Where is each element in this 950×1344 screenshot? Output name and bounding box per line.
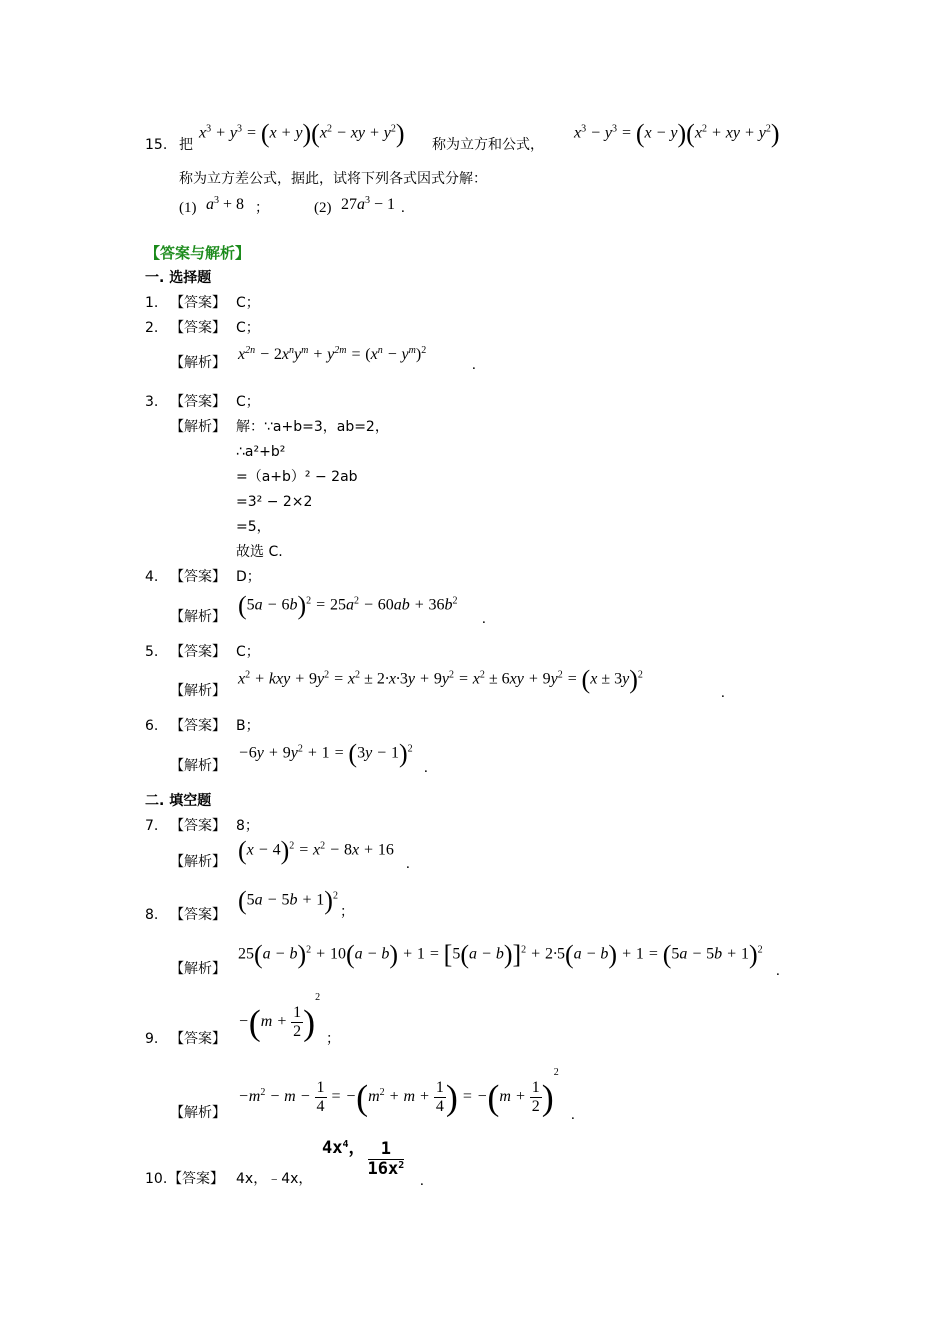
item7-analysis-formula: $(x - 4)^2 = x^2 - 8x + 16$ — [238, 836, 394, 865]
item2-analysis-formula: $x^{2n} - 2x^ny^m + y^{2m} = (x^n - y^m)^2$ — [238, 345, 427, 363]
item4-analysis-tag: 【解析】 — [170, 609, 226, 625]
item3-answer-tag: 【答案】 — [170, 394, 226, 410]
item7-number: 7. — [145, 818, 159, 834]
q15-p1-expr: $a^3 + 8$ — [206, 195, 245, 213]
item3-number: 3. — [145, 394, 159, 410]
item7-analysis-tag: 【解析】 — [170, 854, 226, 870]
item9-number: 9. — [145, 1031, 159, 1047]
item4-number: 4. — [145, 569, 159, 585]
section-choice-title: 一. 选择题 — [145, 270, 212, 286]
q15-sum-formula: $x^3 + y^3 = (x + y)(x^2$ − xy + $y^2$) — [199, 119, 405, 148]
item6-analysis-formula: $-6y + 9y^2 + 1 = (3y - 1)^2$ — [238, 739, 413, 768]
item6-end: . — [424, 760, 428, 776]
item3-step-2: ∴a²+b² — [236, 444, 286, 460]
item7-answer: 8； — [236, 818, 259, 834]
item3-step-6: 故选 C. — [236, 544, 283, 560]
item2-end: . — [472, 357, 476, 373]
item9-analysis-tag: 【解析】 — [170, 1105, 226, 1121]
q15-p2-end: . — [401, 200, 405, 216]
item10-number: 10. — [145, 1171, 168, 1187]
item6-answer: B； — [236, 718, 260, 734]
item9-answer-tag: 【答案】 — [170, 1031, 226, 1047]
item7-answer-tag: 【答案】 — [170, 818, 226, 834]
item3-analysis-tag: 【解析】 — [170, 419, 226, 435]
section-fill-title: 二. 填空题 — [145, 793, 212, 809]
q15-p2-expr: $27a^3 - 1$ — [341, 195, 396, 213]
item1-answer-tag: 【答案】 — [170, 295, 226, 311]
item2-number: 2. — [145, 320, 159, 336]
item8-analysis-formula: $25(a - b)^2 + 10(a - b) + 1 = [5(a - b)]^2 + 2\cdot 5(a - b) + 1 = (5a - 5b + 1)^2$ — [238, 940, 763, 969]
item3-step-4: =3² − 2×2 — [236, 494, 313, 510]
item1-number: 1. — [145, 295, 159, 311]
item4-end: . — [482, 611, 486, 627]
item10-end: . — [420, 1173, 424, 1189]
item8-end: . — [776, 963, 780, 979]
item7-end: . — [406, 856, 410, 872]
q15-p2-label: (2) — [314, 200, 332, 216]
item4-answer: D； — [236, 569, 261, 585]
item1-answer: C； — [236, 295, 260, 311]
answers-header: 【答案与解析】 — [145, 244, 251, 262]
item2-analysis-tag: 【解析】 — [170, 355, 226, 371]
item5-answer: C； — [236, 644, 260, 660]
item5-number: 5. — [145, 644, 159, 660]
item5-answer-tag: 【答案】 — [170, 644, 226, 660]
item10-answer-formula: $4x^4$， $\frac{1}{16x^2}$ — [322, 1138, 405, 1179]
item9-analysis-formula: $-m^2 - m$ − $\frac{1}{4}$ = $-(m^2 + m$ + $\frac{1}{4}$ ) = −(m + $\frac{1}{2}$ )$^2$ — [238, 1067, 559, 1118]
item10-answer: 4x，﹣4x， — [236, 1171, 313, 1187]
item8-answer-tag: 【答案】 — [170, 907, 226, 923]
q15-mid-text: 称为立方和公式， — [432, 137, 544, 153]
q15-p1-end: ； — [255, 200, 269, 216]
q15-number: 15. — [145, 137, 168, 153]
item9-answer-end: ； — [326, 1031, 340, 1047]
item8-answer-end: ； — [340, 904, 354, 920]
item5-analysis-tag: 【解析】 — [170, 683, 226, 699]
item10-answer-tag: 【答案】 — [168, 1171, 224, 1187]
item6-analysis-tag: 【解析】 — [170, 758, 226, 774]
q15-line2: 称为立方差公式，据此，试将下列各式因式分解： — [179, 171, 487, 187]
item3-step-3: =（a+b）² − 2ab — [236, 469, 358, 485]
item5-end: . — [721, 685, 725, 701]
item6-answer-tag: 【答案】 — [170, 718, 226, 734]
item2-answer-tag: 【答案】 — [170, 320, 226, 336]
item4-analysis-formula: $(5a - 6b)^2 = 25a^2 - 60ab + 36b^2$ — [238, 591, 458, 620]
item2-answer: C； — [236, 320, 260, 336]
item9-answer-formula: −(m + $\frac{1}{2}$ )$^2$ — [238, 992, 321, 1043]
q15-ba: 把 — [179, 137, 193, 153]
item3-answer: C； — [236, 394, 260, 410]
item5-analysis-formula: $x^2$ + kxy + $9y^2 = x^2 \pm 2\cdot x\cdot 3y + 9y^2 = x^2 \pm 6xy + 9y^2 = (x \pm 3y)^2$ — [238, 665, 643, 694]
item8-analysis-tag: 【解析】 — [170, 961, 226, 977]
q15-diff-formula: $x^3 - y^3 = (x - y)(x^2$ + xy + $y^2$) — [574, 119, 780, 148]
item8-answer-formula: $(5a - 5b + 1)^2$ — [238, 886, 338, 915]
item8-number: 8. — [145, 907, 159, 923]
item3-step-5: =5， — [236, 519, 271, 535]
item4-answer-tag: 【答案】 — [170, 569, 226, 585]
item6-number: 6. — [145, 718, 159, 734]
item3-step-1: 解：∵a+b=3，ab=2， — [236, 419, 389, 435]
q15-p1-label: (1) — [179, 200, 197, 216]
item9-end: . — [571, 1107, 575, 1123]
